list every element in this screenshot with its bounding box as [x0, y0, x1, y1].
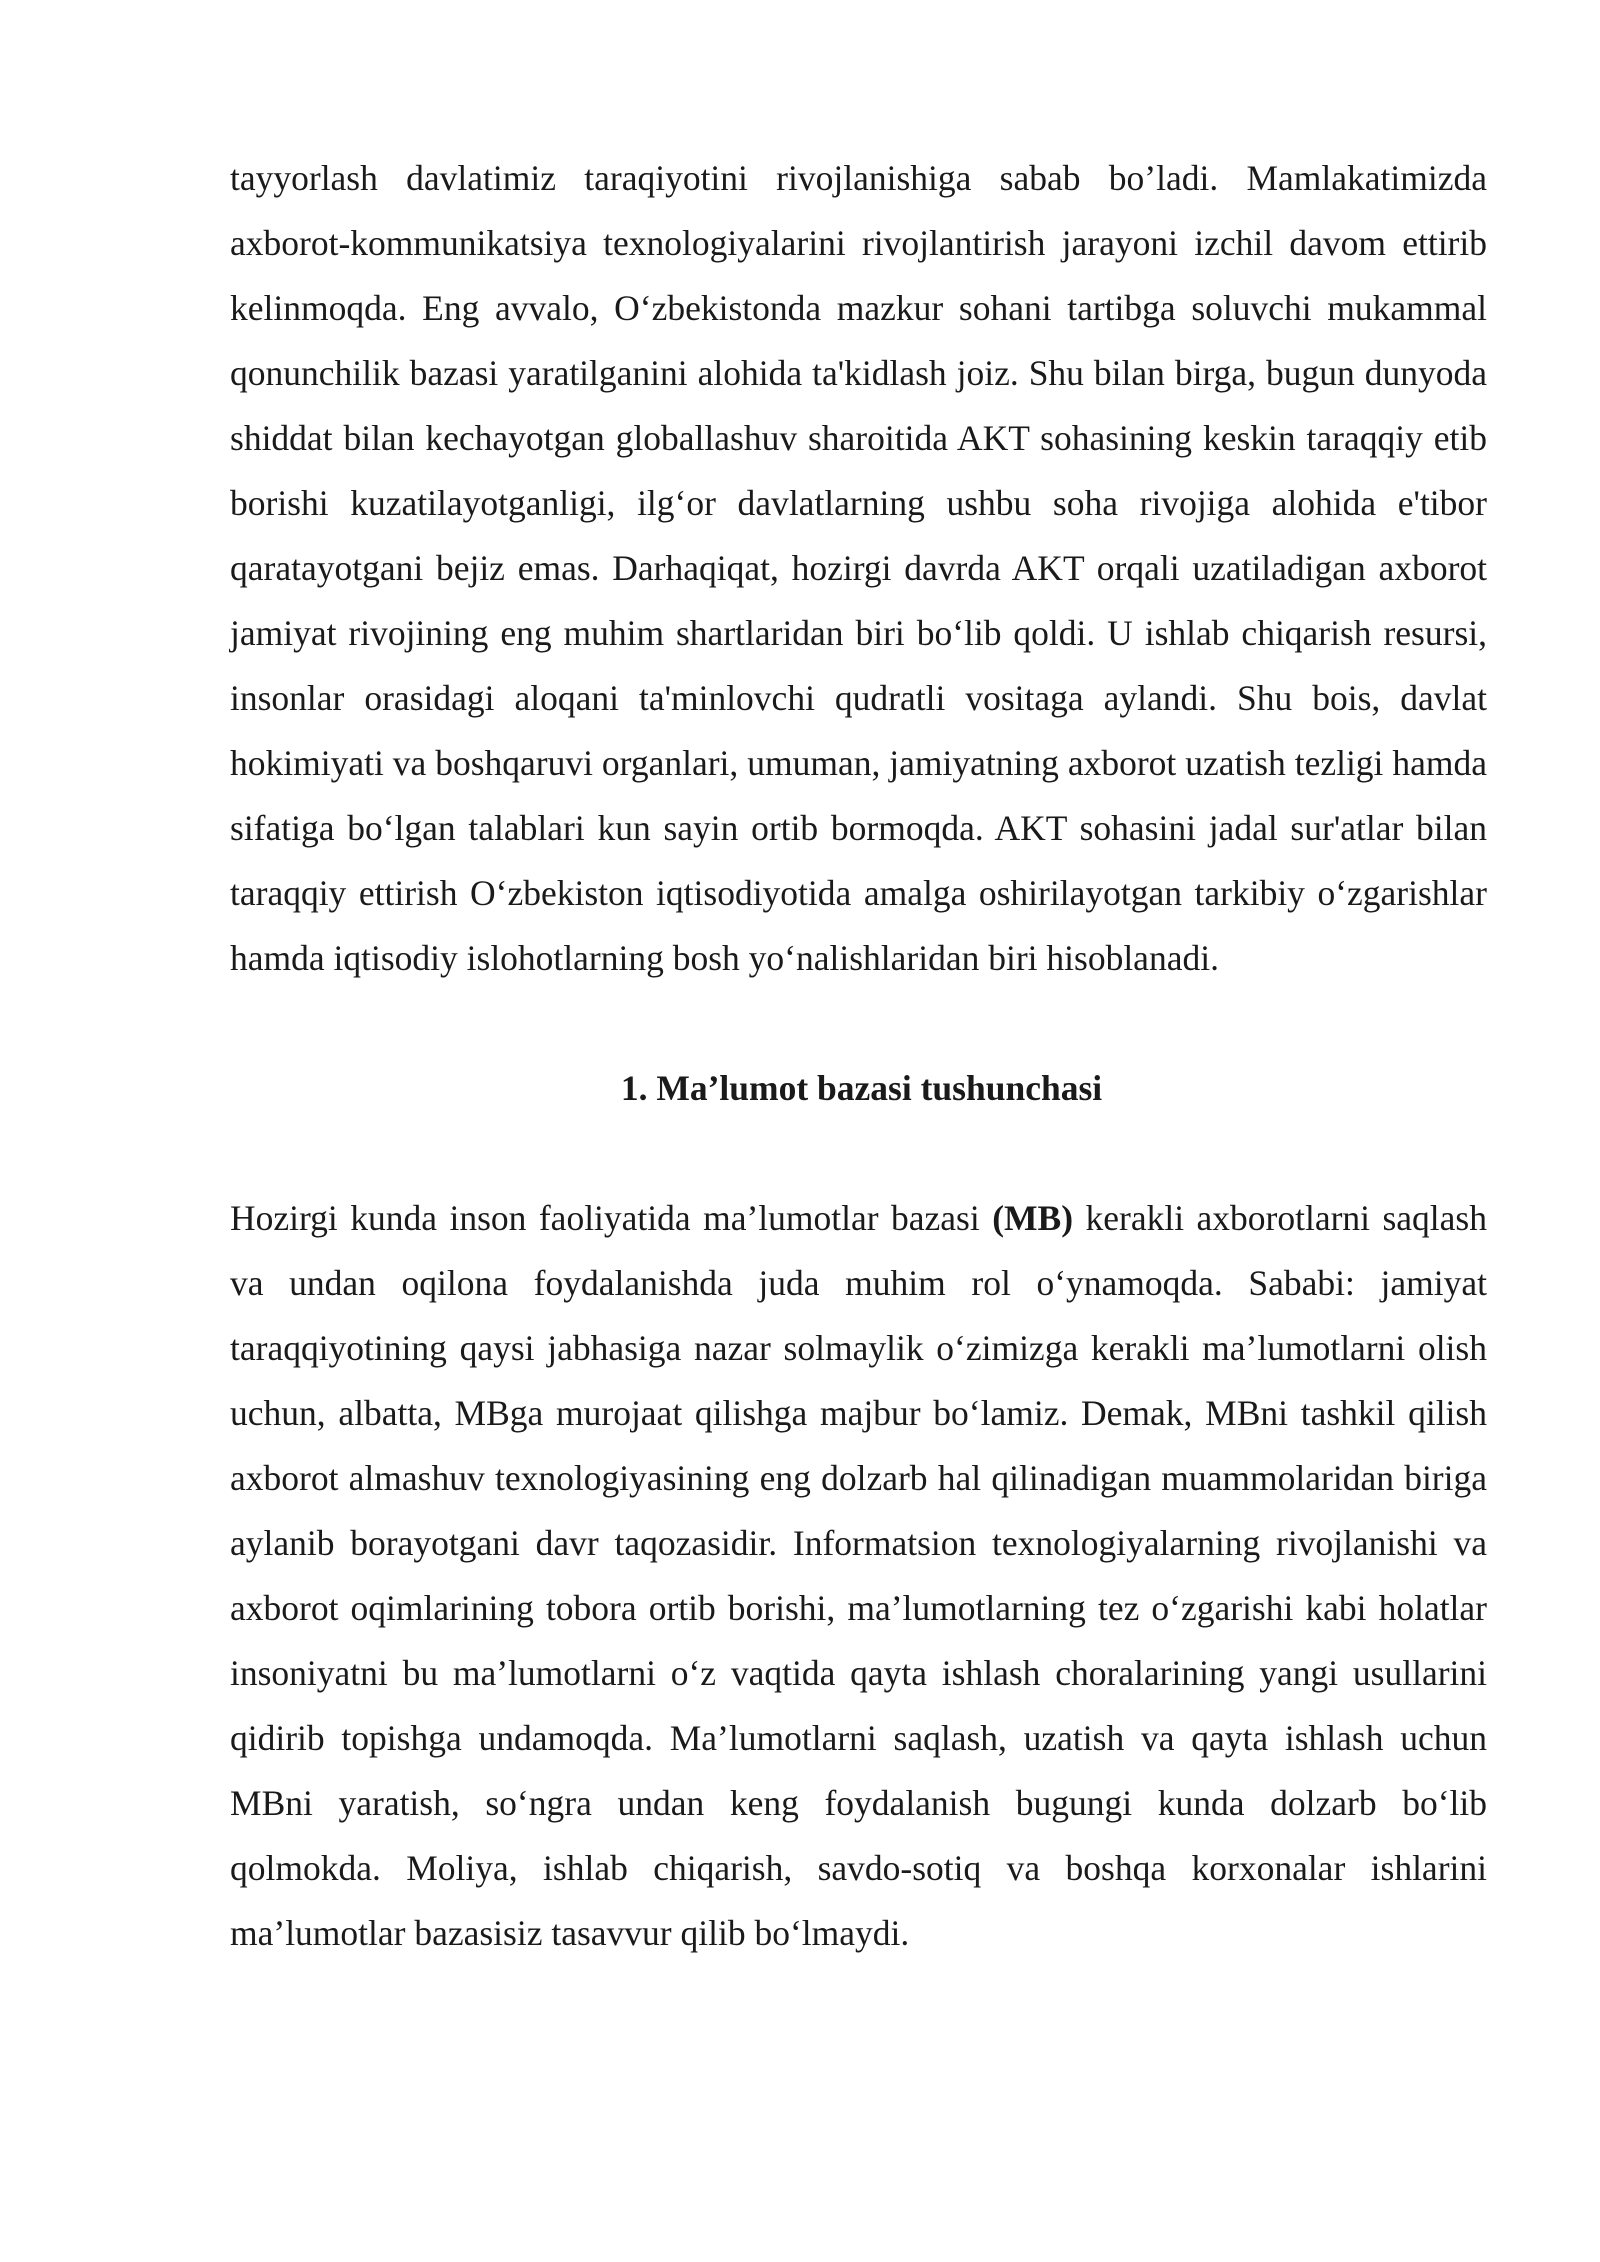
intro-paragraph: tayyorlash davlatimiz taraqiyotini rivojlanishiga sabab bo’ladi. Mamlakatimizda axborot-kommunikatsiya texnologiyalarini rivojlantirish jarayoni izchil davom ettirib kelinmoqda. Eng avvalo, O‘zbekistonda mazkur sohani tartibga soluvchi mukammal qonunchilik bazasi yaratilganini alohida ta'kidlash joiz. Shu bilan birga, bugun dunyoda shiddat bilan kechayotgan globallashuv sharoitida AKT sohasining keskin taraqqiy etib borishi kuzatilayotganligi, ilg‘or davlatlarning ushbu soha rivojiga alohida e'tibor qaratayotgani bejiz emas. Darhaqiqat, hozirgi davrda AKT orqali uzatiladigan axborot jamiyat rivojining eng muhim shartlaridan biri bo‘lib qoldi. U ishlab chiqarish resursi, insonlar orasidagi aloqani ta'minlovchi qudratli vositaga aylandi. Shu bois, davlat hokimiyati va boshqaruvi organlari, umuman, jamiyatning axborot uzatish tezligi hamda sifatiga bo‘lgan talablari kun sayin ortib bormoqda. AKT sohasini jadal sur'atlar bilan taraqqiy ettirish O‘zbekiston iqtisodiyotida amalga oshirilayotgan tarkibiy o‘zgarishlar hamda iqtisodiy islohotlarning bosh yo‘nalishlaridan biri hisoblanadi.	[230, 158, 1487, 978]
database-concept-paragraph	[230, 1186, 1487, 1966]
paragraph-2-text-end: kerakli axborotlarni saqlash va undan oqilona foydalanishda juda muhim rol o‘ynamoqda. Sababi: jamiyat taraqqiyotining qaysi jabhasiga nazar solmaylik o‘zimizga kerakli ma’lumotlarni olish uchun, albatta, MBga murojaat qilishga majbur bo‘lamiz. Demak, MBni tashkil qilish axborot almashuv texnologiyasining eng dolzarb hal qilinadigan muammolaridan biriga aylanib borayotgani davr taqozasidir. Informatsion texnologiyalarning rivojlanishi va axborot oqimlarining tobora ortib borishi, ma’lumotlarning tez o‘zgarishi kabi holatlar insoniyatni bu ma’lumotlarni o‘z vaqtida qayta ishlash choralarining yangi usullarini qidirib topishga undamoqda. Ma’lumotlarni saqlash, uzatish va qayta ishlash uchun MBni yaratish, so‘ngra undan keng foydalanish bugungi kunda dolzarb bo‘lib qolmokda. Moliya, ishlab chiqarish, savdo-sotiq va boshqa korxonalar ishlarini ma’lumotlar bazasisiz tasavvur qilib bo‘lmaydi.	[230, 1198, 1487, 1953]
section-heading	[230, 1056, 1487, 1121]
document-body	[230, 146, 1487, 1966]
paragraph-2-text-start: Hozirgi kunda inson faoliyatida ma’lumotlar bazasi	[230, 1198, 993, 1238]
section-heading-text: 1. Ma’lumot bazasi tushunchasi	[620, 1068, 1103, 1108]
mb-abbreviation: (MB)	[992, 1198, 1074, 1238]
